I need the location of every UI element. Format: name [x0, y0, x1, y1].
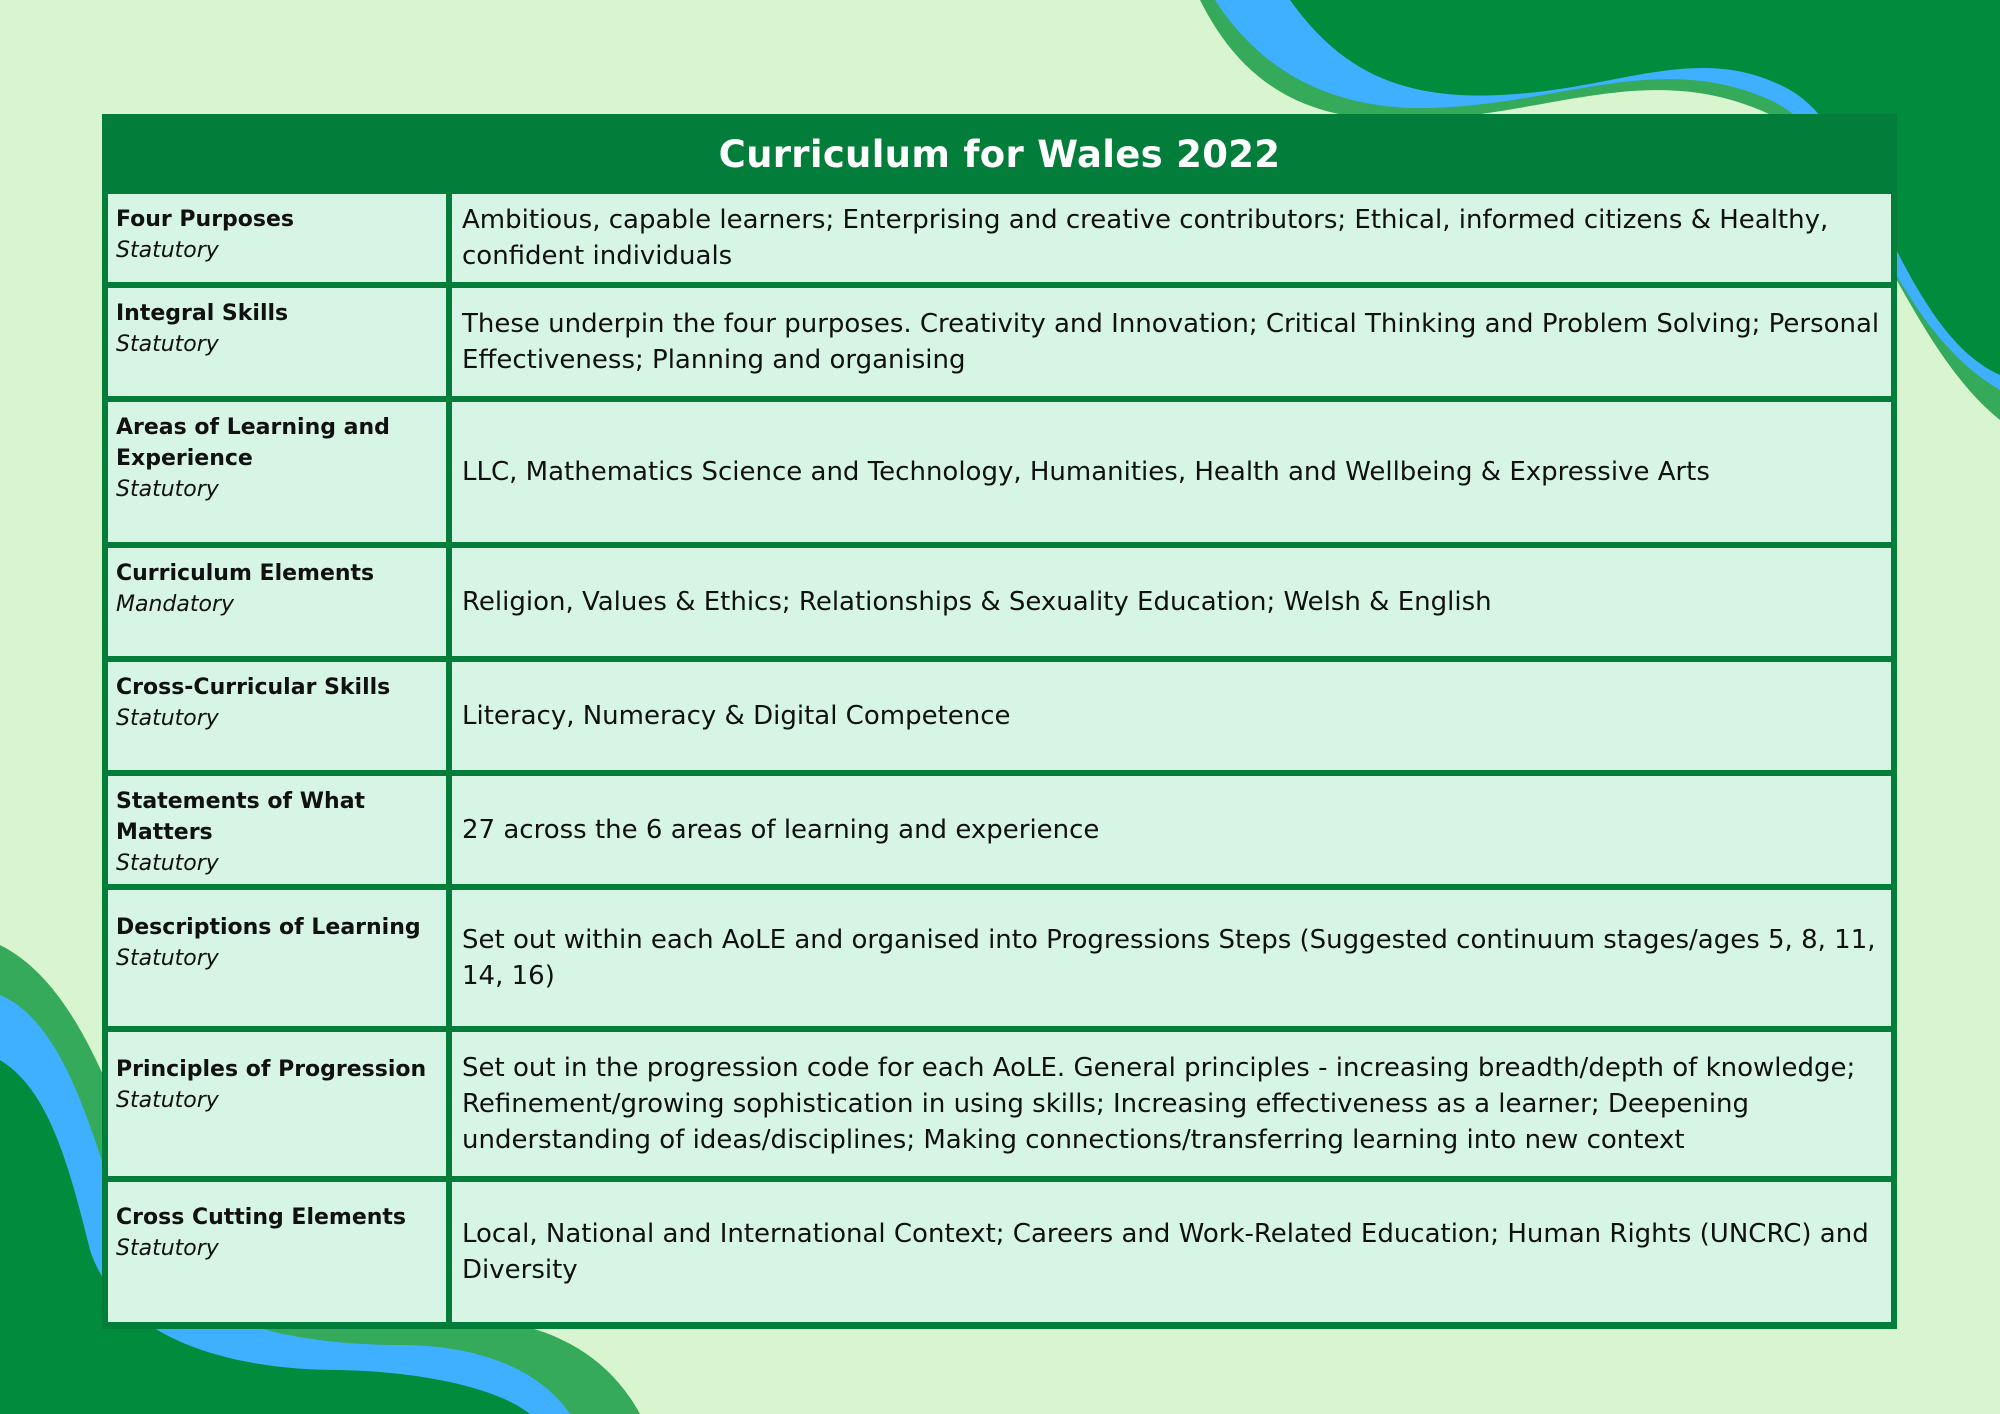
row-description: Set out within each AoLE and organised into Progressions Steps (Suggested continuum stages/ages 5, 8, 11, 14, 16)	[462, 925, 1876, 991]
row-label: Descriptions of Learning	[116, 915, 421, 940]
row-label: Four Purposes	[116, 207, 295, 232]
row-description: Local, National and International Context; Careers and Work-Related Education; Human Rights (UNCRC) and Diversity	[462, 1219, 1869, 1285]
row-label: Areas of Learning and Experience	[116, 415, 390, 471]
row-description-cell	[452, 1032, 1891, 1176]
row-label-cell	[108, 548, 446, 656]
row-label: Integral Skills	[116, 301, 289, 326]
row-label-cell	[108, 402, 446, 542]
table-row	[108, 402, 1891, 542]
row-description: Ambitious, capable learners; Enterprising and creative contributors; Ethical, informed citizens & Healthy, confident individuals	[462, 205, 1829, 271]
row-description: Literacy, Numeracy & Digital Competence	[462, 701, 1011, 731]
row-description: LLC, Mathematics Science and Technology, Humanities, Health and Wellbeing & Expressive Arts	[462, 457, 1710, 487]
row-label-cell	[108, 776, 446, 884]
row-status: Statutory	[116, 477, 219, 502]
row-label: Cross Cutting Elements	[116, 1205, 407, 1230]
row-label-cell	[108, 194, 446, 282]
table-row	[108, 1182, 1891, 1322]
row-label-cell	[108, 1182, 446, 1322]
row-label: Principles of Progression	[116, 1057, 427, 1082]
row-description: Set out in the progression code for each AoLE. General principles - increasing breadth/depth of knowledge; Refinement/growing sophistication in using skills; Increasing effectiveness as a learner; Deepening understanding of ideas/disciplines; Making connections/transferring learning into new context	[462, 1053, 1856, 1155]
row-status: Statutory	[116, 851, 219, 876]
table-row	[108, 288, 1891, 396]
table-row	[108, 776, 1891, 884]
row-status: Statutory	[116, 706, 219, 731]
row-description-cell	[452, 402, 1891, 542]
row-status: Statutory	[116, 946, 219, 971]
row-status: Statutory	[116, 238, 219, 263]
row-status: Statutory	[116, 1236, 219, 1261]
row-label-cell	[108, 1032, 446, 1176]
table-row	[108, 1032, 1891, 1176]
curriculum-table	[102, 114, 1897, 1329]
table-title-bar	[102, 114, 1897, 194]
row-label-cell	[108, 662, 446, 770]
row-description-cell	[452, 194, 1891, 282]
row-status: Mandatory	[116, 592, 235, 617]
table-row	[108, 890, 1891, 1026]
row-description-cell	[452, 1182, 1891, 1322]
table-row	[108, 194, 1891, 282]
row-label: Statements of What Matters	[116, 789, 366, 845]
page-title: Curriculum for Wales 2022	[718, 132, 1281, 176]
row-description: These underpin the four purposes. Creativity and Innovation; Critical Thinking and Problem Solving; Personal Effectiveness; Planning and organising	[462, 309, 1880, 375]
row-description-cell	[452, 662, 1891, 770]
row-status: Statutory	[116, 1088, 219, 1113]
row-description: Religion, Values & Ethics; Relationships & Sexuality Education; Welsh & English	[462, 587, 1492, 617]
row-description-cell	[452, 548, 1891, 656]
row-label: Curriculum Elements	[116, 561, 375, 586]
row-label-cell	[108, 890, 446, 1026]
row-description-cell	[452, 776, 1891, 884]
table-row	[108, 548, 1891, 656]
row-description: 27 across the 6 areas of learning and experience	[462, 815, 1100, 845]
row-label-cell	[108, 288, 446, 396]
row-description-cell	[452, 288, 1891, 396]
row-status: Statutory	[116, 332, 219, 357]
table-row	[108, 662, 1891, 770]
row-description-cell	[452, 890, 1891, 1026]
row-label: Cross-Curricular Skills	[116, 675, 391, 700]
